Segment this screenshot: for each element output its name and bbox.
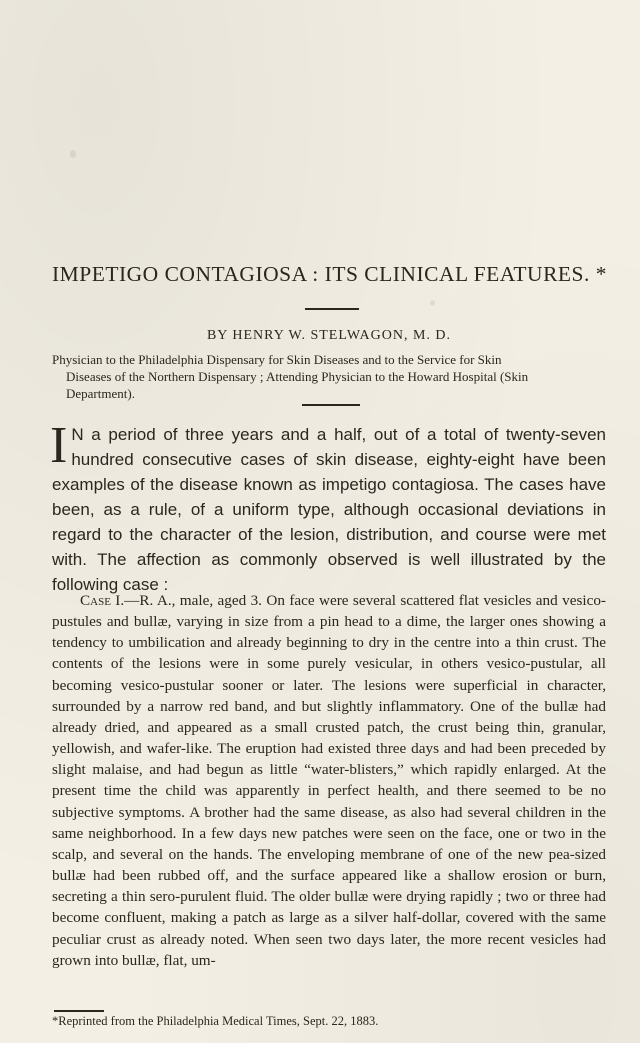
article-title: IMPETIGO CONTAGIOSA : ITS CLINICAL FEATURES. * [52, 262, 607, 286]
affiliation-line: Department). [66, 386, 135, 401]
footnote-rule [54, 1010, 104, 1012]
author-byline: BY HENRY W. STELWAGON, M. D. [206, 328, 452, 343]
case-label: Case I. [80, 592, 125, 609]
footnote: *Reprinted from the Philadelphia Medical Times, Sept. 22, 1883. [52, 1014, 379, 1028]
title-divider [305, 308, 359, 310]
paper-stain [70, 150, 76, 158]
drop-cap: I [50, 417, 68, 474]
author-affiliation [52, 351, 606, 402]
intro-text: a period of three years and a half, out of a total of twenty-seven hundred consecutive cases of skin disease, eighty-eight have been examples of the disease known as impetigo contagiosa. The cases have been, as a rule, of a uniform type, although occasional deviations in regard to the character of the lesion, distribution, and course were met with. The affection as commonly observed is well illustrated by the following case : [52, 425, 606, 594]
intro-first-letters: N [71, 425, 84, 444]
section-divider [302, 404, 360, 406]
case-report-paragraph [52, 590, 606, 971]
case-text: —R. A., male, aged 3. On face were several scattered flat vesicles and vesico-pustules and bullæ, varying in size from a pin head to a dime, the larger ones showing a tendency to umbilication and already beginning to dry in the centre into a thin crust. The contents of the lesions were in some purely vesicular, in others vesico-pustular, all becoming vesico-pustular sooner or later. The lesions were superficial in character, surrounded by a narrow red band, and but slightly inflammatory. One of the bullæ had already dried, and appeared as a small crusted patch, the crust being thin, granular, yellowish, and wafer-like. The eruption had existed three days and had been preceded by slight malaise, and had begun as little “water-blisters,” which rapidly enlarged. At the present time the child was apparently in perfect health, and there seemed to be no subjective symptoms. A brother had the same disease, as also had several children in the same neighborhood. In a few days new patches were seen on the face, one or two in the scalp, and several on the hands. The enveloping membrane of one of the new pea-sized bullæ had been rubbed off, and the surface appeared like a shallow erosion or burn, secreting a thin sero-purulent fluid. The older bullæ were drying rapidly ; two or three had become confluent, making a patch as large as a silver half-dollar, covered with the same peculiar crust as already noted. When seen two days later, the more recent vesicles had grown into bullæ, flat, um- [52, 592, 606, 969]
intro-paragraph [50, 417, 606, 597]
affiliation-line: Physician to the Philadelphia Dispensary for Skin Diseases and to the Service for Skin [52, 352, 502, 367]
affiliation-line: Diseases of the Northern Dispensary ; Attending Physician to the Howard Hospital (Skin [66, 369, 529, 384]
paper-stain [430, 300, 435, 306]
